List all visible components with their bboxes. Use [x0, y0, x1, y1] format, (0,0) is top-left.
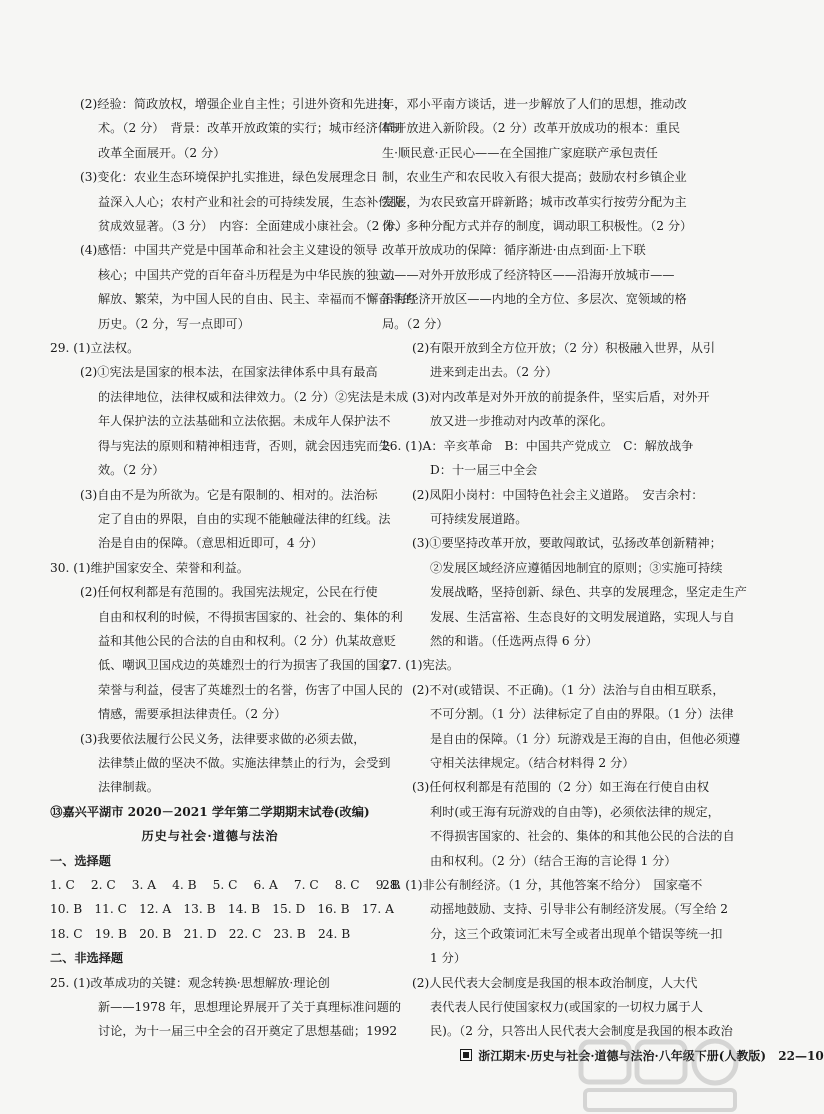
question-27-part-1: 27. (1)宪法。	[382, 658, 460, 673]
answer-line: 1 分）	[430, 951, 467, 966]
answer-line: (2)有限开放到全方位开放；（2 分）积极融入世界，从引	[412, 341, 716, 356]
answer-line: 治是自由的保障。（意思相近即可，4 分）	[98, 536, 323, 551]
answer-line: (2)经验：简政放权，增强企业自主性；引进外资和先进技	[80, 97, 390, 111]
answer-line: 利时(或王海有玩游戏的自由等)，必须依法律的规定，	[430, 804, 720, 819]
answer-line: 的法律地位，法律权威和法律效力。（2 分）②宪法是未成	[98, 389, 409, 404]
answer-line: (3)自由不是为所欲为。它是有限制的、相对的。法治标	[80, 487, 378, 502]
answer-line: 法律禁止做的坚决不做。实施法律禁止的行为，会受到	[98, 755, 391, 770]
answer-line: (3)①要坚持改革开放，要敢闯敢试，弘扬改革创新精神；	[412, 536, 722, 551]
answer-line: (3)对内改革是对外开放的前提条件，坚实后盾，对外开	[412, 389, 710, 404]
answer-line: 年，邓小平南方谈话，进一步解放了人们的思想，推动改	[382, 97, 687, 111]
answer-line: 益和其他公民的合法的自由和权利。（2 分）仇某故意贬	[98, 633, 397, 648]
answer-line: 民)。（2 分，只答出人民代表大会制度是我国的根本政治	[430, 1024, 733, 1039]
answer-line: ②发展区域经济应遵循因地制宜的原则；③实施可持续	[430, 560, 723, 575]
answer-line: 发展战略，坚持创新、绿色、共享的发展理念，坚定走生产	[430, 585, 747, 600]
answer-line: 得与宪法的原则和精神相违背，否则，就会因违宪而失	[98, 438, 391, 453]
answer-line: 荣誉与利益，侵害了英雄烈士的名誉，伤害了中国人民的	[98, 682, 403, 697]
answer-line: 沿海经济开放区——内地的全方位、多层次、宽领域的格	[382, 292, 687, 307]
answer-line: 历史。（2 分，写一点即可）	[98, 316, 250, 331]
answer-line: 定了自由的界限，自由的实现不能触碰法律的红线。法	[98, 511, 391, 526]
answer-line: 局。（2 分）	[382, 316, 449, 331]
answer-line: 动——对外开放形成了经济特区——沿海开放城市——	[382, 267, 675, 282]
answer-line: D：十一届三中全会	[430, 463, 538, 478]
question-28-part-1: 28. (1)非公有制经济。（1 分，其他答案不给分） 国家毫不	[382, 878, 703, 892]
answer-line: (2)①宪法是国家的根本法，在国家法律体系中具有最高	[80, 365, 378, 380]
section-heading: 一、选择题	[50, 853, 111, 868]
answer-line: 效。（2 分）	[98, 463, 165, 478]
exam-title: ⑬嘉兴平湖市 2020－2021 学年第二学期期末试卷(改编)	[50, 804, 370, 819]
answer-line: 核心；中国共产党的百年奋斗历程是为中华民族的独立、	[98, 267, 403, 282]
answer-line: 生·顺民意·正民心——在全国推广家庭联产承包责任	[382, 145, 658, 160]
answer-line: 进来到走出去。（2 分）	[430, 365, 558, 380]
section-heading: 二、非选择题	[50, 951, 124, 966]
question-29-part-1: 29. (1)立法权。	[50, 341, 140, 356]
answer-line: 不可分割。（1 分）法律标定了自由的界限。（1 分）法律	[430, 707, 734, 722]
question-26-part-1: 26. (1)A：辛亥革命 B：中国共产党成立 C：解放战争	[382, 438, 694, 453]
answer-line: (3)任何权利都是有范围的（2 分）如王海在行使自由权	[412, 780, 710, 795]
answer-line: 由和权利。（2 分）（结合王海的言论得 1 分）	[430, 853, 677, 868]
right-column	[382, 92, 747, 1044]
answer-line: 年人保护法的立法基础和立法依据。未成年人保护法不	[98, 414, 391, 429]
answer-line: (2)不对(或错误、不正确)。（1 分）法治与自由相互联系，	[412, 682, 725, 697]
answer-line: 贫成效显著。（3 分） 内容：全面建成小康社会。（2 分）	[98, 219, 408, 234]
page-number: 22—10	[778, 1049, 824, 1063]
answer-line: 解放、繁荣，为中国人民的自由、民主、幸福而不懈奋斗的	[98, 292, 415, 307]
answer-line: 表代表人民行使国家权力(或国家的一切权力属于人	[430, 1000, 703, 1015]
multiple-choice-row: 10. B 11. C 12. A 13. B 14. B 15. D 16. B 17. A	[50, 902, 394, 917]
answer-line: 益深入人心；农村产业和社会的可持续发展，生态补偿脱	[98, 194, 403, 209]
answer-line: 改革全面展开。（2 分）	[98, 145, 226, 160]
answer-line: 可持续发展道路。	[430, 511, 528, 526]
multiple-choice-row: 1. C 2. C 3. A 4. B 5. C 6. A 7. C 8. C 9. B	[50, 878, 401, 892]
question-30-part-1: 30. (1)维护国家安全、荣誉和利益。	[50, 560, 249, 575]
left-column	[50, 92, 415, 1044]
answer-line: 自由和权利的时候，不得损害国家的、社会的、集体的利	[98, 609, 403, 624]
answer-line: (4)感悟：中国共产党是中国革命和社会主义建设的领导	[80, 243, 378, 258]
answer-line: 新——1978 年，思想理论界展开了关于真理标准问题的	[98, 1000, 402, 1015]
answer-line: 发展、生活富裕、生态良好的文明发展道路，实现人与自	[430, 609, 735, 624]
answer-line: 守相关法律规定。（结合材料得 2 分）	[430, 755, 635, 770]
answer-line: 发展，为农民致富开辟新路；城市改革实行按劳分配为主	[382, 194, 687, 209]
page-footer	[460, 1047, 824, 1067]
answer-line: 动摇地鼓励、支持、引导非公有制经济发展。（写全给 2	[430, 902, 729, 917]
answer-line: (2)人民代表大会制度是我国的根本政治制度，人大代	[412, 975, 698, 990]
answer-line: 革开放进入新阶段。（2 分）改革开放成功的根本：重民	[382, 121, 681, 136]
answer-line: 不得损害国家的、社会的、集体的和其他公民的合法的自	[430, 829, 735, 844]
answer-line: 法律制裁。	[98, 780, 159, 795]
answer-line: 体、多种分配方式并存的制度，调动职工积极性。（2 分）	[382, 219, 693, 234]
answer-line: 然的和谐。（任选两点得 6 分）	[430, 633, 598, 648]
answer-line: (2)凤阳小岗村：中国特色社会主义道路。 安吉余村：	[412, 487, 704, 502]
answer-line: (3)变化：农业生态环境保护扎实推进，绿色发展理念日	[80, 170, 378, 185]
answer-line: 讨论，为十一届三中全会的召开奠定了思想基础；1992	[98, 1024, 398, 1039]
multiple-choice-row: 18. C 19. B 20. B 21. D 22. C 23. B 24. B	[50, 926, 351, 941]
answer-line: 情感，需要承担法律责任。（2 分）	[98, 707, 287, 722]
answer-line: 术。（2 分） 背景：改革开放政策的实行；城市经济体制	[98, 121, 403, 136]
footer-mark-icon	[460, 1049, 472, 1061]
answer-line: (2)任何权利都是有范围的。我国宪法规定，公民在行使	[80, 585, 378, 600]
answer-line: 制，农业生产和农民收入有很大提高；鼓励农村乡镇企业	[382, 170, 687, 185]
question-25-part-1: 25. (1)改革成功的关键：观念转换·思想解放·理论创	[50, 975, 330, 990]
exam-subject: 历史与社会·道德与法治	[141, 829, 279, 844]
footer-title: 浙江期末·历史与社会·道德与法治·八年级下册(人教版)	[478, 1049, 767, 1063]
answer-line: 改革开放成功的保障：循序渐进·由点到面·上下联	[382, 243, 646, 258]
answer-line: 低、嘲讽卫国戍边的英雄烈士的行为损害了我国的国家	[98, 658, 391, 673]
answer-line: 是自由的保障。（1 分）玩游戏是王海的自由，但他必须遵	[430, 731, 741, 746]
answer-line: 分，这三个政策词汇未写全或者出现单个错误等统一扣	[430, 926, 723, 941]
answer-line: (3)我要依法履行公民义务，法律要求做的必须去做，	[80, 731, 366, 746]
answer-line: 放又进一步推动对内改革的深化。	[430, 414, 613, 429]
